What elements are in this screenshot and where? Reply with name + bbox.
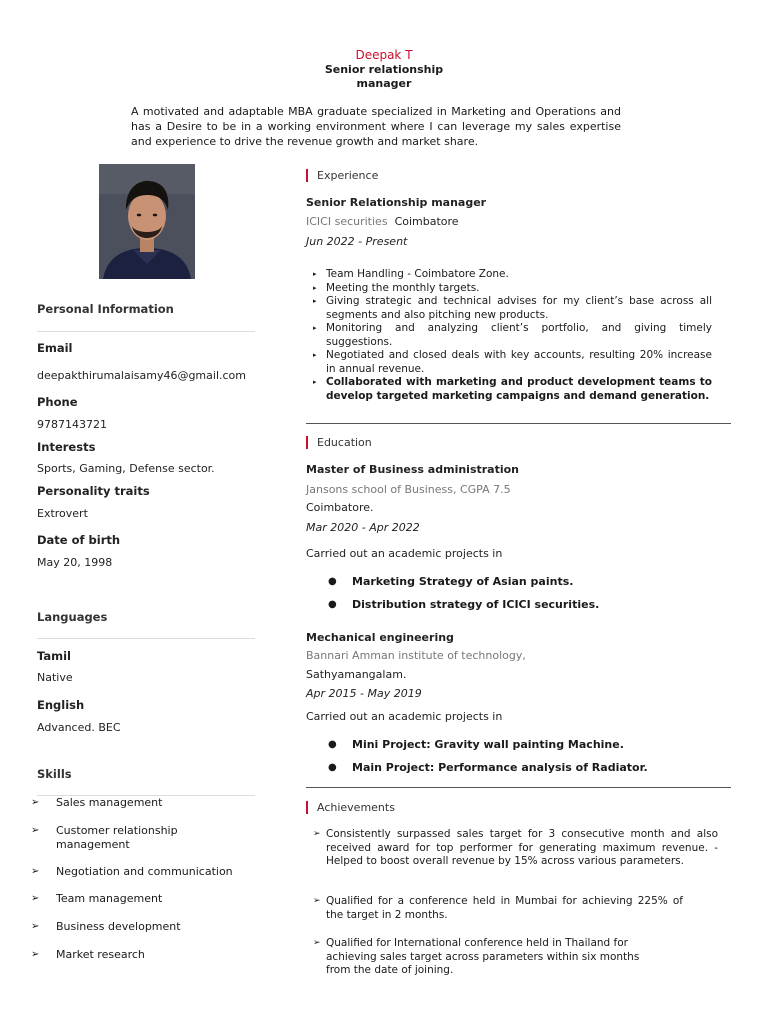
triangle-bullet-icon: ▸ [313,297,317,305]
portrait-image [99,164,195,279]
phone-value: 9787143721 [37,418,107,431]
company-location: Coimbatore [394,215,459,228]
skill-text: Sales management [56,796,163,809]
personal-info-divider [37,331,255,332]
triangle-bullet-icon: ▸ [313,270,317,278]
triangle-bullet-icon: ▸ [313,351,317,359]
skill-text: Market research [56,948,145,961]
company-line [306,215,459,228]
triangle-bullet-icon: ▸ [313,324,317,332]
skill-item [31,892,266,906]
candidate-name: Deepak T [355,48,413,62]
experience-divider [306,423,731,424]
projects-intro: Carried out an academic projects in [306,710,503,723]
triangle-bullet-icon: ▸ [313,283,317,292]
email-label: Email [37,341,73,355]
arrow-bullet-icon: ➢ [313,896,321,906]
projects-intro: Carried out an academic projects in [306,547,503,560]
education-divider [306,787,731,788]
language-level: Native [37,671,73,684]
experience-bullet: ▸ Team Handling - Coimbatore Zone. [313,268,509,280]
dot-bullet-icon: ● [328,762,337,773]
degree-title: Mechanical engineering [306,631,454,644]
experience-bullet: ▸ Giving strategic and technical advises for my client’s base across all segments and also pitching new products. [313,295,712,321]
job-title: Senior Relationship manager [306,196,487,209]
project-item: ● Distribution strategy of ICICI securities. [328,593,728,616]
candidate-title [0,63,768,91]
experience-bullet: ▸ Negotiated and closed deals with key accounts, resulting 20% increase in annual revenue. [313,349,712,375]
skill-item [31,948,266,962]
traits-label: Personality traits [37,484,150,498]
skill-text: Customer relationship management [56,824,178,851]
achievements-heading: Achievements [306,801,395,814]
project-item: ● Marketing Strategy of Asian paints. [328,570,728,593]
arrow-bullet-icon: ➢ [31,949,40,960]
experience-bullets [312,268,712,403]
education-dates: Apr 2015 - May 2019 [306,687,422,700]
experience-bullet: ▸ Monitoring and analyzing client’s portfolio, and giving timely suggestions. [313,322,712,348]
phone-label: Phone [37,395,78,409]
arrow-bullet-icon: ➢ [31,866,40,877]
arrow-bullet-icon: ➢ [313,938,321,948]
dot-bullet-icon: ● [328,576,337,587]
language-name: English [37,698,85,712]
skill-text: Business development [56,920,181,933]
dob-label: Date of birth [37,533,121,547]
arrow-bullet-icon: ➢ [31,797,40,808]
achievement-list [313,828,718,869]
arrow-bullet-icon: ➢ [31,825,40,836]
education-heading: Education [306,436,372,449]
interests-value: Sports, Gaming, Defense sector. [37,462,215,475]
profile-summary: A motivated and adaptable MBA graduate specialized in Marketing and Operations and has a Desire to be in a working environment where I can leverage my sales expertise and experience to drive the revenue growth and market share. [131,105,621,148]
dot-bullet-icon: ● [328,599,337,610]
dot-bullet-icon: ● [328,739,337,750]
arrow-bullet-icon: ➢ [313,829,321,839]
experience-bullet: ▸ Meeting the monthly targets. [313,281,480,294]
achievement-list [313,937,663,978]
triangle-bullet-icon: ▸ [313,378,317,386]
skill-item [31,796,266,810]
project-list [328,733,728,779]
skill-text: Negotiation and communication [56,865,233,878]
email-value: deepakthirumalaisamy46@gmail.com [37,369,246,382]
institution-location: Sathyamangalam. [306,668,407,681]
achievement-list [313,895,683,922]
skill-text: Team management [56,892,163,905]
education-dates: Mar 2020 - Apr 2022 [306,521,420,534]
arrow-bullet-icon: ➢ [31,921,40,932]
job-dates: Jun 2022 - Present [306,235,408,248]
achievement-item: ➢ Qualified for International conference held in Thailand for achieving sales target across parameters within six months from the date of joining. [313,937,640,976]
company-name: ICICI securities [306,215,388,228]
dob-value: May 20, 1998 [37,556,113,569]
language-name: Tamil [37,649,71,663]
language-level: Advanced. BEC [37,721,121,734]
institution-name: Bannari Amman institute of technology, [306,649,526,662]
degree-title: Master of Business administration [306,463,520,476]
arrow-bullet-icon: ➢ [31,893,40,904]
title-line-1: Senior relationship [324,63,444,76]
institution-name: Jansons school of Business, CGPA 7.5 [306,483,511,496]
languages-divider [37,638,255,639]
traits-value: Extrovert [37,507,88,520]
skill-item [31,865,266,879]
institution-location: Coimbatore. [306,501,374,514]
achievement-item: ➢ Consistently surpassed sales target for 3 consecutive month and also received award for top performer for generating maximum revenue. - Helped to boost overall revenue by 15% across various parameters. [313,828,718,867]
project-item: ● Mini Project: Gravity wall painting Machine. [328,733,728,756]
skills-heading: Skills [37,767,72,781]
personal-info-heading: Personal Information [37,302,174,316]
project-list [328,570,728,616]
achievement-item: ➢ Qualified for a conference held in Mumbai for achieving 225% of the target in 2 months. [313,895,683,921]
interests-label: Interests [37,440,96,454]
experience-bullet: ▸ Collaborated with marketing and product development teams to develop targeted marketing campaigns and demand generation. [313,376,712,402]
skill-item [31,920,266,934]
profile-photo [99,164,195,279]
languages-heading: Languages [37,610,108,624]
project-item: ● Main Project: Performance analysis of Radiator. [328,756,728,779]
title-line-2: manager [356,77,412,90]
experience-heading: Experience [306,169,378,182]
skill-item [31,824,236,852]
